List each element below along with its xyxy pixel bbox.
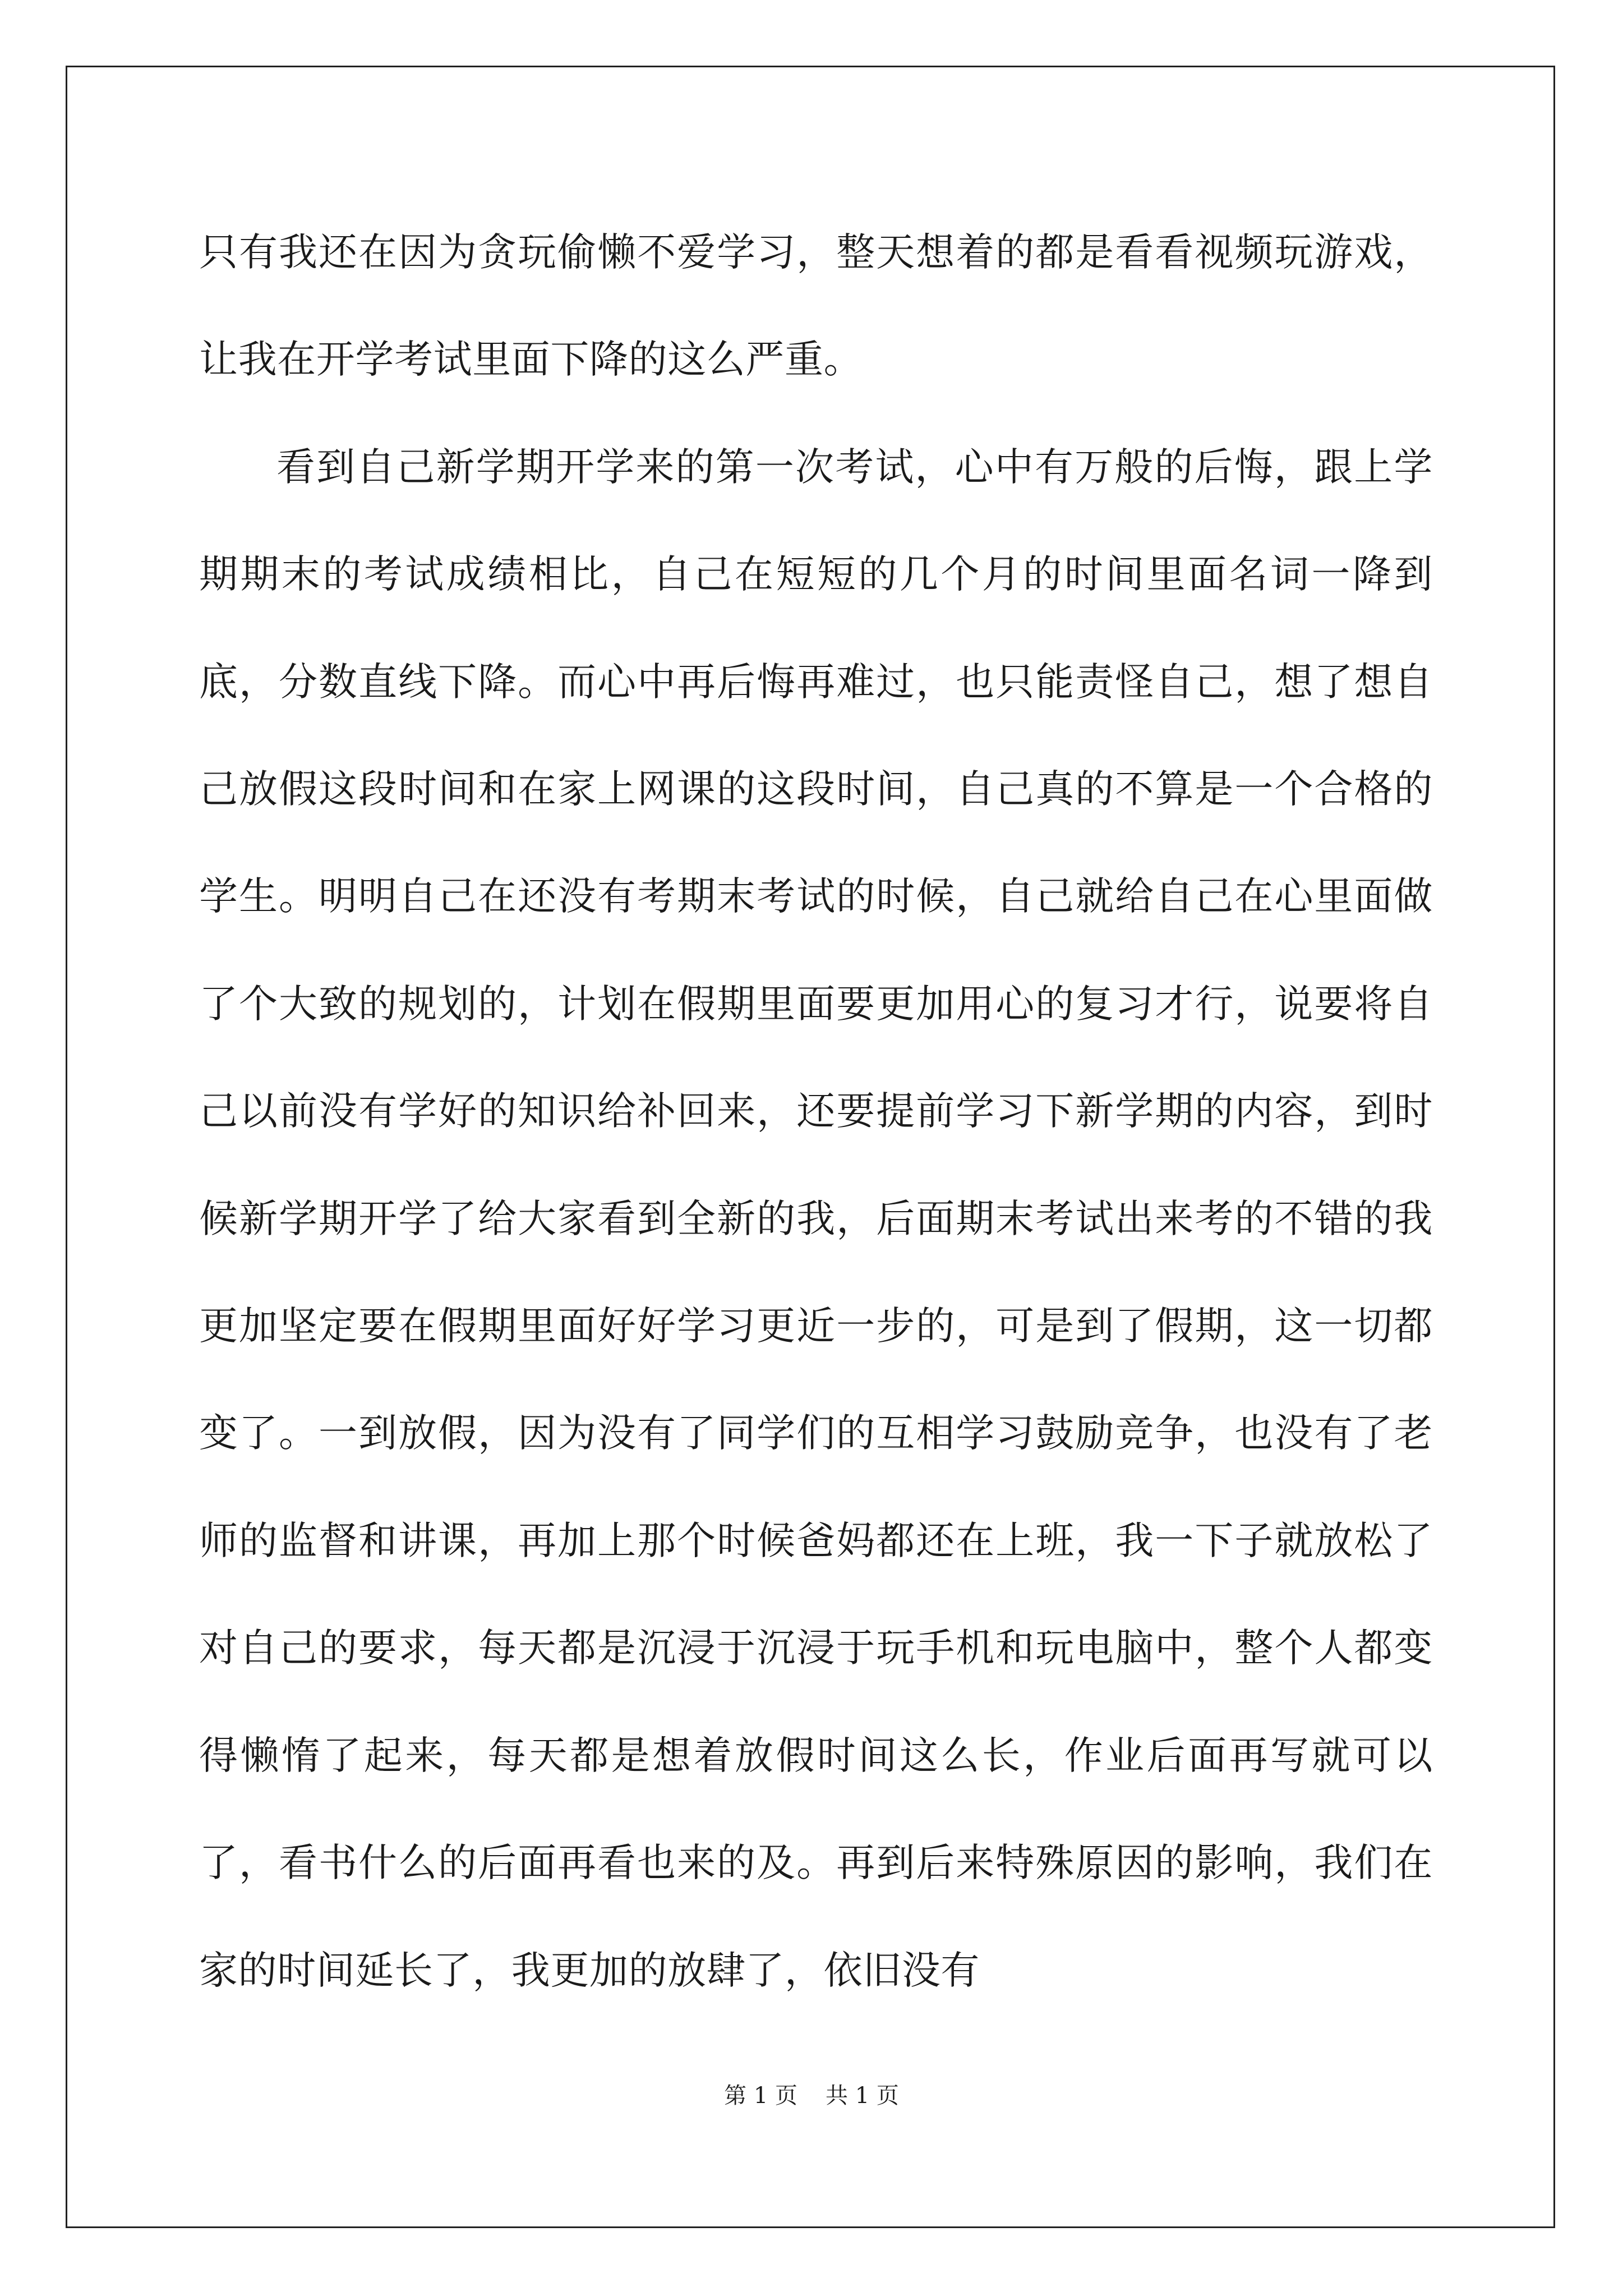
page-number: 第 1 页 (724, 2083, 797, 2109)
paragraph-2: 看到自己新学期开学来的第一次考试，心中有万般的后悔，跟上学期期末的考试成绩相比，自己在短短的几个月的时间里面名词一降到底，分数直线下降。而心中再后悔再难过，也只能责怪自己，想了想自己放假这段时间和在家上网课的这段时间，自己真的不算是一个合格的学生。明明自己在还没有考期末考试的时候，自己就给自己在心里面做了个大致的规划的，计划在假期里面要更加用心的复习才行，说要将自己以前没有学好的知识给补回来，还要提前学习下新学期的内容，到时候新学期开学了给大家看到全新的我，后面期末考试出来考的不错的我更加坚定要在假期里面好好学习更近一步的，可是到了假期，这一切都变了。一到放假，因为没有了同学们的互相学习鼓励竞争，也没有了老师的监督和讲课，再加上那个时候爸妈都还在上班，我一下子就放松了对自己的要求，每天都是沉浸于沉浸于玩手机和玩电脑中，整个人都变得懒惰了起来，每天都是想着放假时间这么长，作业后面再写就可以了，看书什么的后面再看也来的及。再到后来特殊原因的影响，我们在家的时间延长了，我更加的放肆了，依旧没有 (199, 444, 1433, 1993)
paragraph-1: 只有我还在因为贪玩偷懒不爱学习，整天想着的都是看看视频玩游戏，让我在开学考试里面下降的这么严重。 (199, 230, 1433, 383)
page-total: 共 1 页 (826, 2083, 899, 2109)
page-footer (0, 2079, 1623, 2113)
document-body (199, 199, 1433, 2024)
